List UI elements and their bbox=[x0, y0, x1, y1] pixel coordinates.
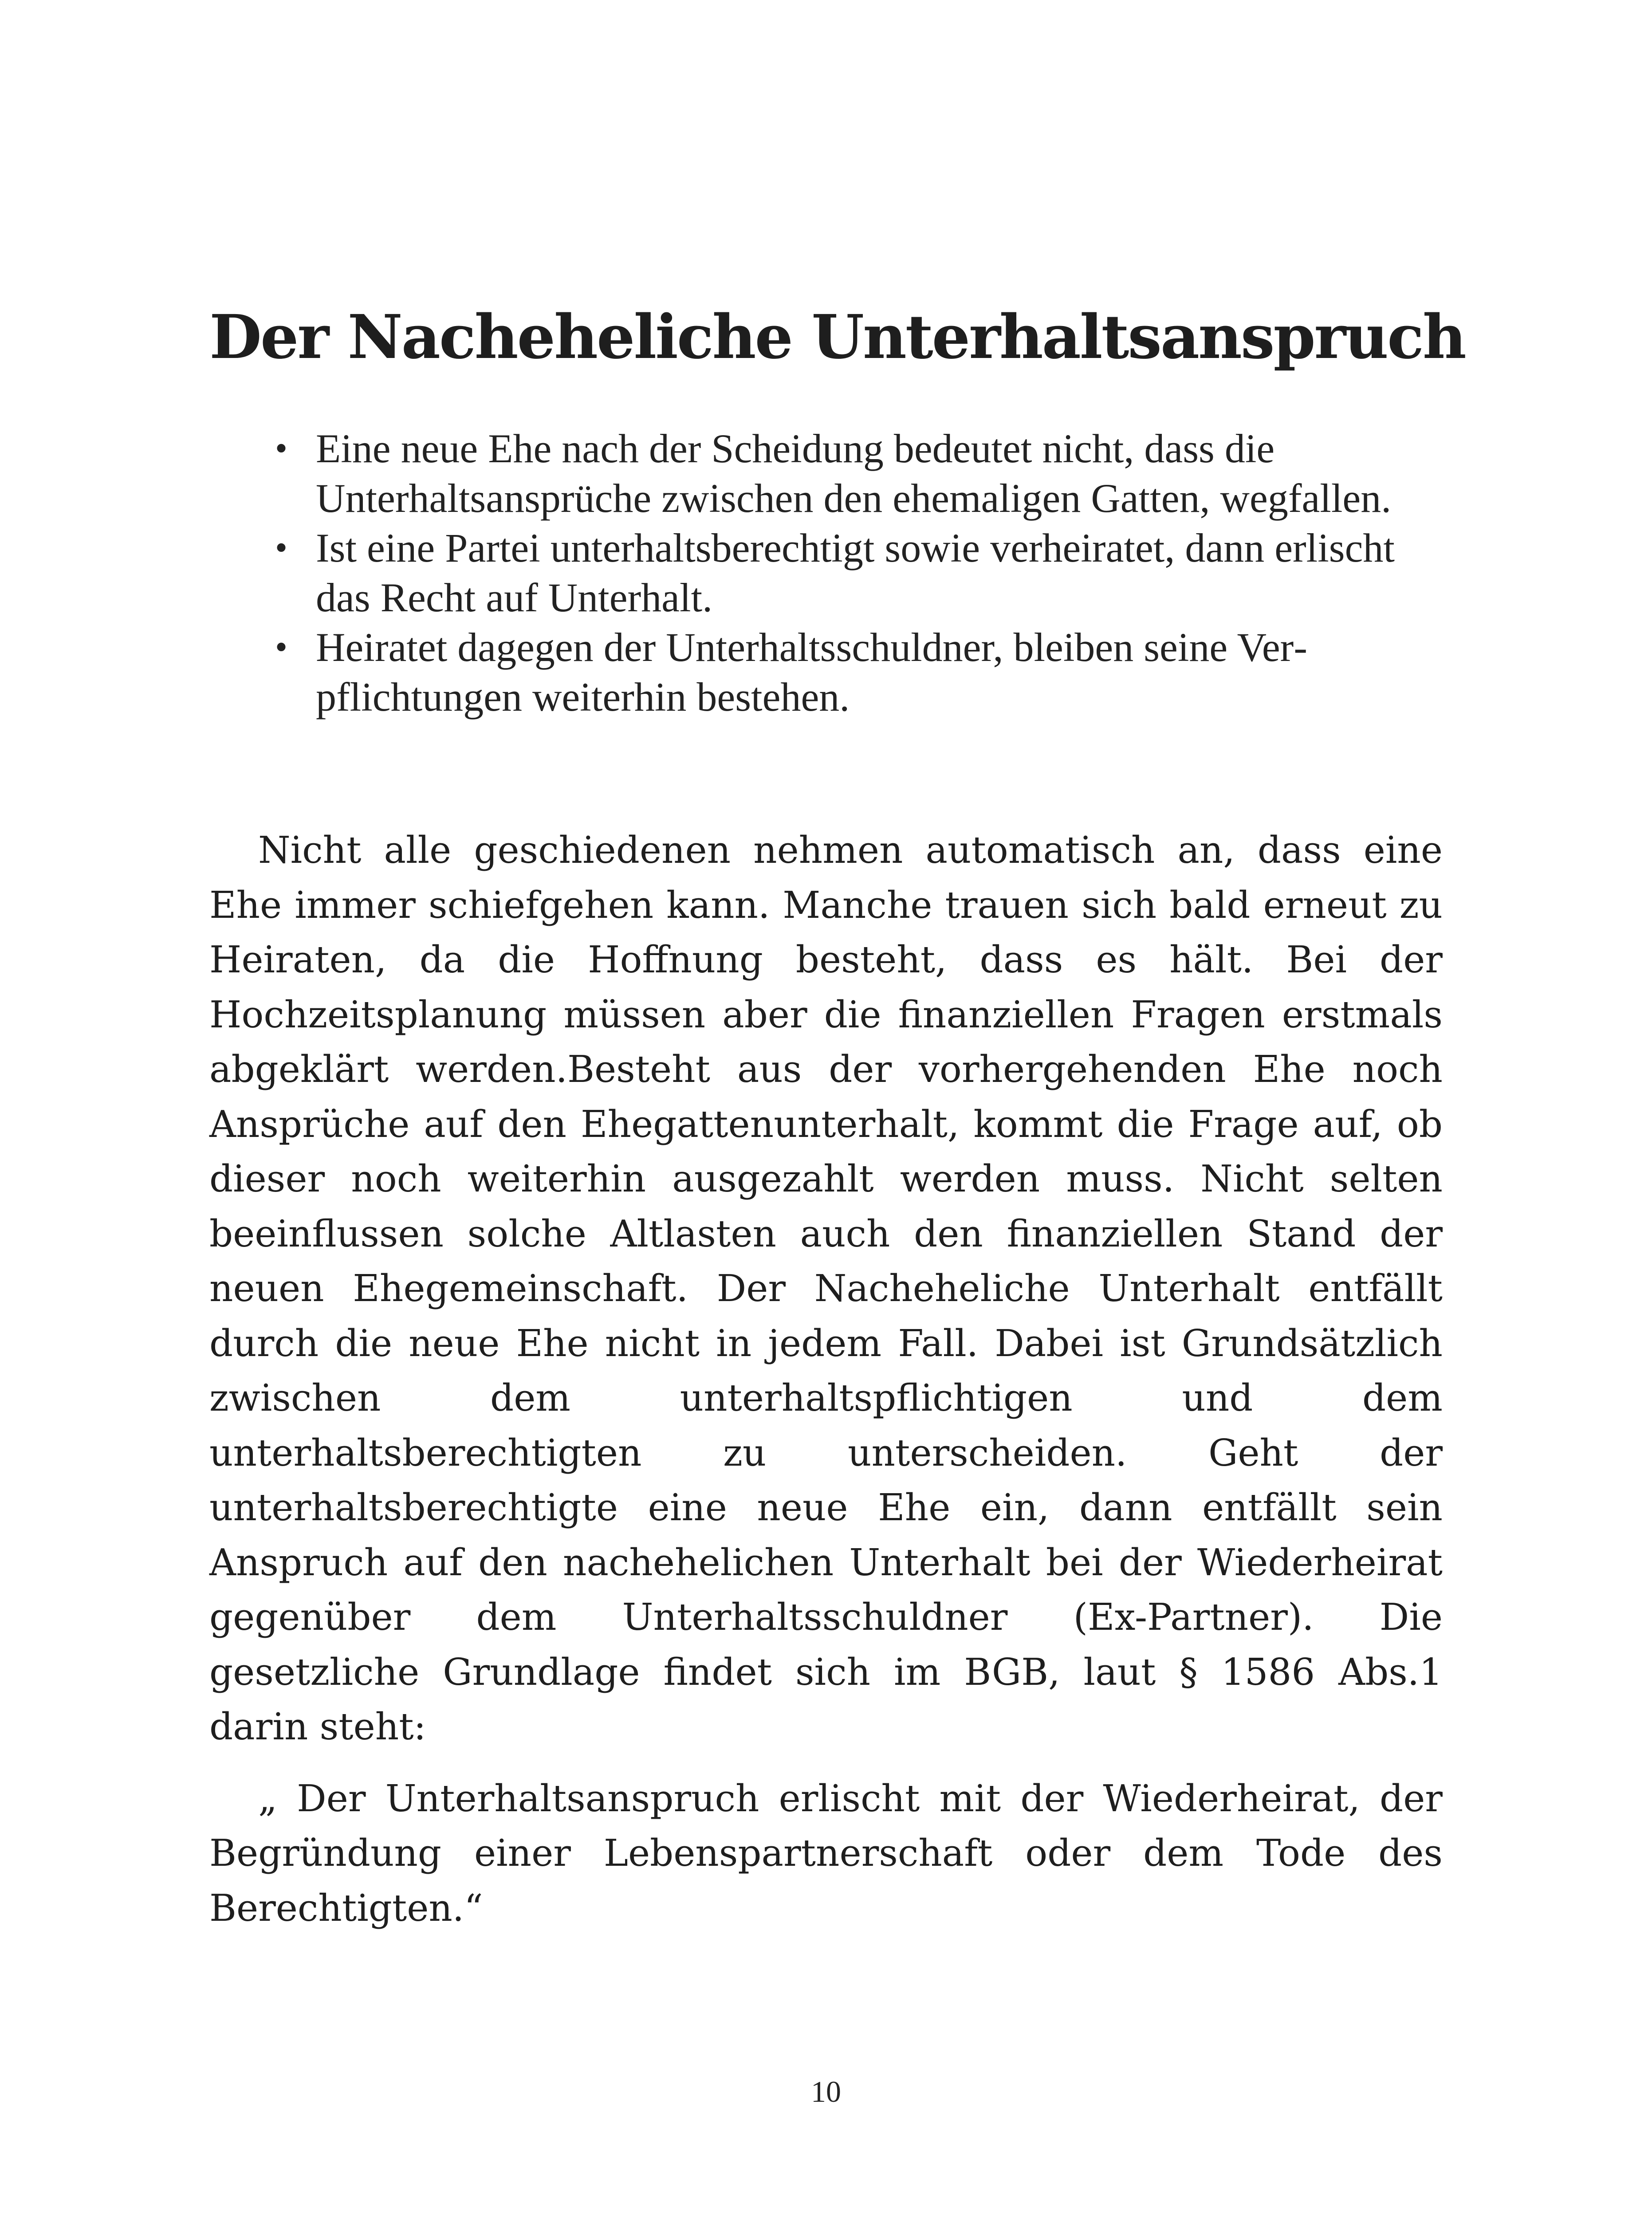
bullet-text: Eine neue Ehe nach der Scheidung bedeutet nicht, dass die Unterhaltsansprüche zwischen den ehemaligen Gatten, wegfallen. bbox=[316, 426, 1392, 521]
list-item bbox=[275, 622, 1446, 722]
page-title: Der Nacheheliche Unterhaltsanspruch bbox=[209, 302, 1465, 373]
bullet-list bbox=[275, 424, 1446, 722]
bullet-icon: • bbox=[275, 429, 288, 468]
page-number: 10 bbox=[811, 2075, 841, 2108]
bullet-text: Heiratet dagegen der Unterhaltsschuldner, bleiben seine Verpflichtungen weiterhin bestehen. bbox=[316, 625, 1307, 720]
quote-paragraph: „ Der Unterhaltsanspruch erlischt mit der Wiederheirat, der Begründung einer Lebenspartnerschaft oder dem Tode des Berechtigten.“ bbox=[209, 1777, 1443, 1930]
list-item bbox=[275, 523, 1446, 622]
bullet-icon: • bbox=[275, 528, 288, 567]
bullet-icon: • bbox=[275, 628, 288, 667]
body-paragraph: Nicht alle geschiedenen nehmen automatisch an, dass eine Ehe immer schiefgehen kann. Manche trauen sich bald erneut zu Heiraten, da die Hoffnung besteht, dass es hält. Bei der Hochzeitsplanung müssen aber die finanziellen Fragen erstmals abgeklärt werden.Besteht aus der vorhergehenden Ehe noch Ansprüche auf den Ehegattenunterhalt, kommt die Frage auf, ob dieser noch weiterhin ausgezahlt werden muss. Nicht selten beeinflussen solche Altlasten auch den finanziellen Stand der neuen Ehegemeinschaft. Der Nacheheliche Unterhalt entfällt durch die neue Ehe nicht in jedem Fall. Dabei ist Grundsätzlich zwischen dem unterhaltspflichtigen und dem unterhaltsberechtigten zu unterscheiden. Geht der unterhaltsberechtigte eine neue Ehe ein, dann entfällt sein Anspruch auf den nachehelichen Unterhalt bei der Wiederheirat gegenüber dem Unterhaltsschuldner (Ex-Partner). Die gesetzliche Grundlage findet sich im BGB, laut § 1586 Abs.1 darin steht: bbox=[209, 829, 1443, 1748]
list-item bbox=[275, 424, 1446, 523]
bullet-text: Ist eine Partei unterhaltsberechtigt sowie verheiratet, dann erlischt das Recht auf Unterhalt. bbox=[316, 525, 1395, 620]
body-text bbox=[209, 823, 1443, 1935]
